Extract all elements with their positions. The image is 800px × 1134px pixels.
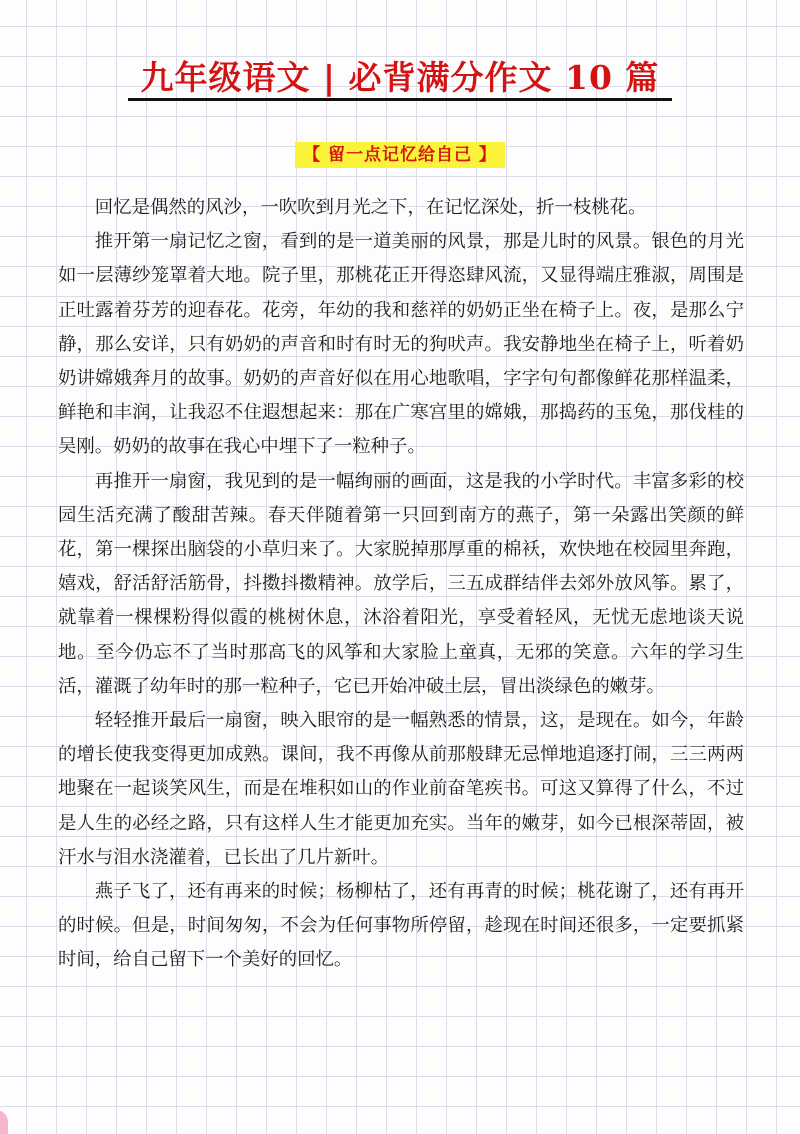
title-underline bbox=[128, 98, 672, 101]
essay-title-banner bbox=[0, 142, 800, 168]
essay-paragraph-5: 燕子飞了，还有再来的时候；杨柳枯了，还有再青的时候；桃花谢了，还有再开的时候。但是，时间匆匆，不会为任何事物所停留，趁现在时间还很多，一定要抓紧时间，给自己留下一个美好的回忆。 bbox=[58, 881, 744, 971]
essay-body bbox=[58, 191, 744, 978]
essay-paragraph-4: 轻轻推开最后一扇窗，映入眼帘的是一幅熟悉的情景，这，是现在。如今，年龄的增长使我变得更加成熟。课间，我不再像从前那般肆无忌惮地追逐打闹，三三两两地聚在一起谈笑风生，而是在堆积如山的作业前奋笔疾书。可这又算得了什么，不过是人生的必经之路，只有这样人生才能更加充实。当年的嫩芽，如今已根深蒂固，被汗水与泪水浇灌着，已长出了几片新叶。 bbox=[58, 710, 744, 868]
essay-title: 【 留一点记忆给自己 】 bbox=[295, 142, 505, 168]
essay-paragraph-2: 推开第一扇记忆之窗，看到的是一道美丽的风景，那是儿时的风景。银色的月光如一层薄纱笼罩着大地。院子里，那桃花正开得恣肆风流，又显得端庄雅淑，周围是正吐露着芬芳的迎春花。花旁，年幼的我和慈祥的奶奶正坐在椅子上。夜，是那么宁静，那么安详，只有奶奶的声音和时有时无的狗吠声。我安静地坐在椅子上，听着奶奶讲嫦娥奔月的故事。奶奶的声音好似在用心地歌唱，字字句句都像鲜花那样温柔，鲜艳和丰润，让我忍不住遐想起来：那在广寒宫里的嫦娥，那捣药的玉兔，那伐桂的吴刚。奶奶的故事在我心中埋下了一粒种子。 bbox=[58, 231, 744, 458]
essay-paragraph-3: 再推开一扇窗，我见到的是一幅绚丽的画面，这是我的小学时代。丰富多彩的校园生活充满了酸甜苦辣。春天伴随着第一只回到南方的燕子，第一朵露出笑颜的鲜花，第一棵探出脑袋的小草归来了。大家脱掉那厚重的棉袄，欢快地在校园里奔跑，嬉戏，舒活舒活筋骨，抖擞抖擞精神。放学后，三五成群结伴去郊外放风筝。累了，就靠着一棵棵粉得似霞的桃树休息，沐浴着阳光，享受着轻风，无忧无虑地谈天说地。至今仍忘不了当时那高飞的风筝和大家脸上童真，无邪的笑意。六年的学习生活，灌溉了幼年时的那一粒种子，它已开始冲破土层，冒出淡绿色的嫩芽。 bbox=[58, 470, 744, 697]
corner-decoration bbox=[0, 1110, 8, 1134]
page-title: 九年级语文 | 必背满分作文 10 篇 bbox=[140, 58, 660, 97]
essay-paragraph-1: 回忆是偶然的风沙，一吹吹到月光之下，在记忆深处，折一枝桃花。 bbox=[94, 197, 647, 218]
